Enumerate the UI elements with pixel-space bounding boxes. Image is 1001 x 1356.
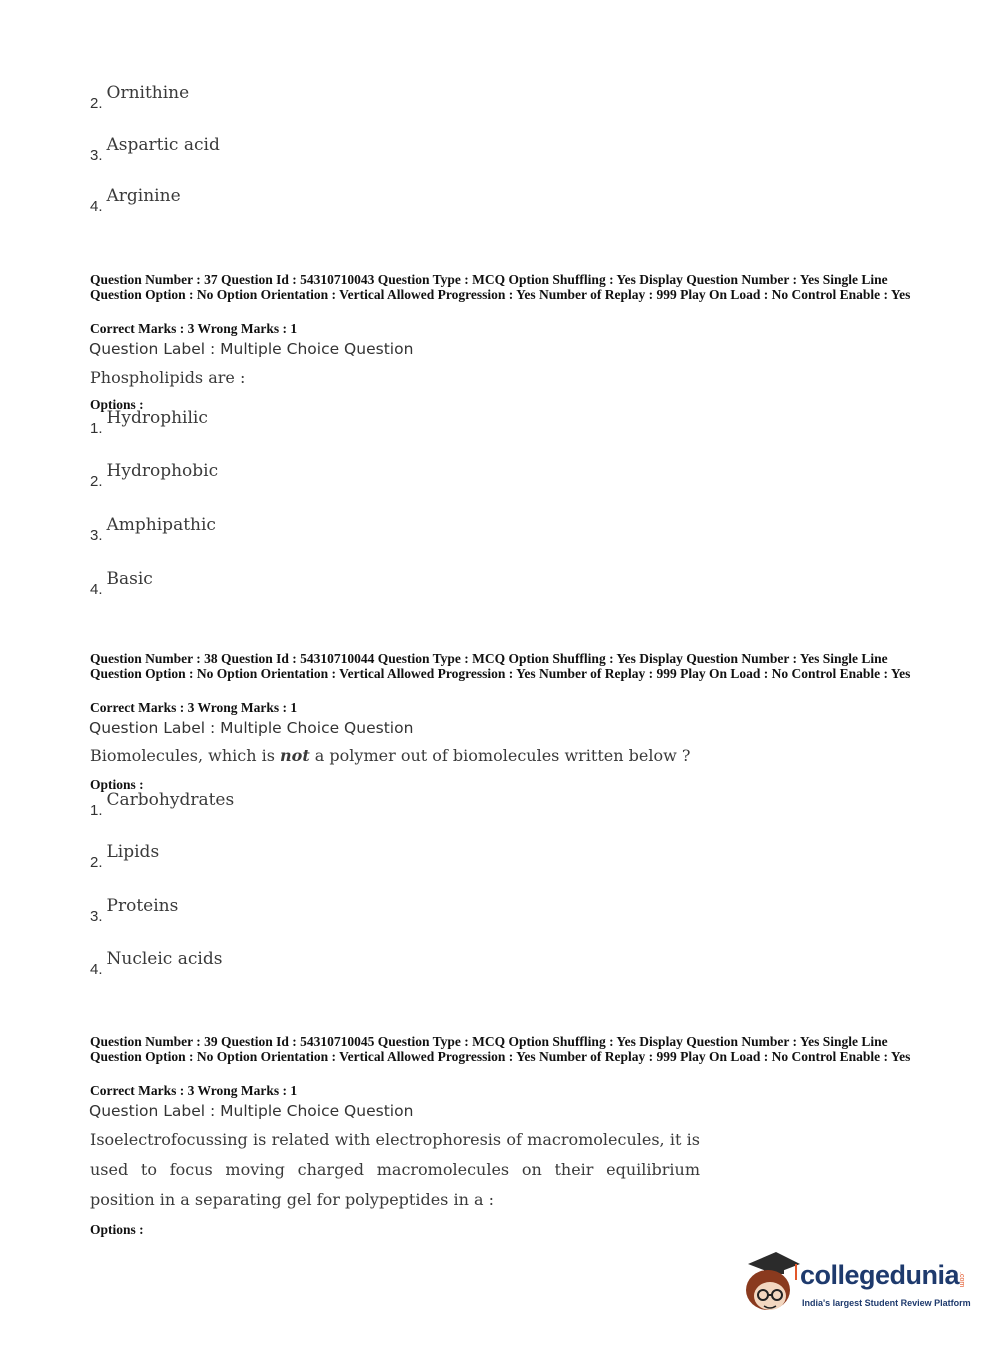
- option-item: 4.Nucleic acids: [90, 949, 223, 978]
- option-item: 4.Arginine: [90, 186, 181, 215]
- question-text: Isoelectrofocussing is related with electrophoresis of macromolecules, it is used to focus moving charged macromolecules on their equilibrium position in a separating gel for polypeptides in a :: [90, 1130, 700, 1209]
- question-text: Phospholipids are :: [90, 368, 246, 387]
- mascot-icon: [742, 1250, 800, 1316]
- question-label: Question Label : Multiple Choice Question: [89, 1102, 414, 1120]
- options-label: Options :: [90, 397, 144, 412]
- options-label: Options :: [90, 1222, 144, 1237]
- option-item: 2.Hydrophobic: [90, 461, 219, 490]
- option-item: 2.Ornithine: [90, 83, 190, 112]
- question-text: Biomolecules, which is not a polymer out of biomolecules written below ?: [90, 746, 691, 765]
- collegedunia-logo: collegedunia .com India's largest Student Review Platform: [742, 1250, 972, 1320]
- option-item: 1.Carbohydrates: [90, 790, 235, 819]
- option-item: 3.Aspartic acid: [90, 135, 220, 164]
- question-meta: Question Number : 38 Question Id : 54310710044 Question Type : MCQ Option Shuffling : Yes Display Question Number : Yes Single Line Question Option : No Option Orientation : Vertical Allowed Progression : Yes Number of Replay : 999 Play On Load : No Control Enable : Yes: [90, 651, 911, 681]
- option-item: 1.Hydrophilic: [90, 408, 208, 437]
- option-item: 3.Proteins: [90, 896, 179, 925]
- question-label: Question Label : Multiple Choice Question: [89, 340, 414, 358]
- options-label: Options :: [90, 777, 144, 792]
- question-label: Question Label : Multiple Choice Question: [89, 719, 414, 737]
- question-marks: Correct Marks : 3 Wrong Marks : 1: [90, 700, 298, 715]
- option-item: 3.Amphipathic: [90, 515, 216, 544]
- question-marks: Correct Marks : 3 Wrong Marks : 1: [90, 1083, 298, 1098]
- question-meta: Question Number : 39 Question Id : 54310710045 Question Type : MCQ Option Shuffling : Yes Display Question Number : Yes Single Line Question Option : No Option Orientation : Vertical Allowed Progression : Yes Number of Replay : 999 Play On Load : No Control Enable : Yes: [90, 1034, 911, 1064]
- question-meta: Question Number : 37 Question Id : 54310710043 Question Type : MCQ Option Shuffling : Yes Display Question Number : Yes Single Line Question Option : No Option Orientation : Vertical Allowed Progression : Yes Number of Replay : 999 Play On Load : No Control Enable : Yes: [90, 272, 911, 302]
- option-item: 2.Lipids: [90, 842, 160, 871]
- option-item: 4.Basic: [90, 569, 153, 598]
- question-marks: Correct Marks : 3 Wrong Marks : 1: [90, 321, 298, 336]
